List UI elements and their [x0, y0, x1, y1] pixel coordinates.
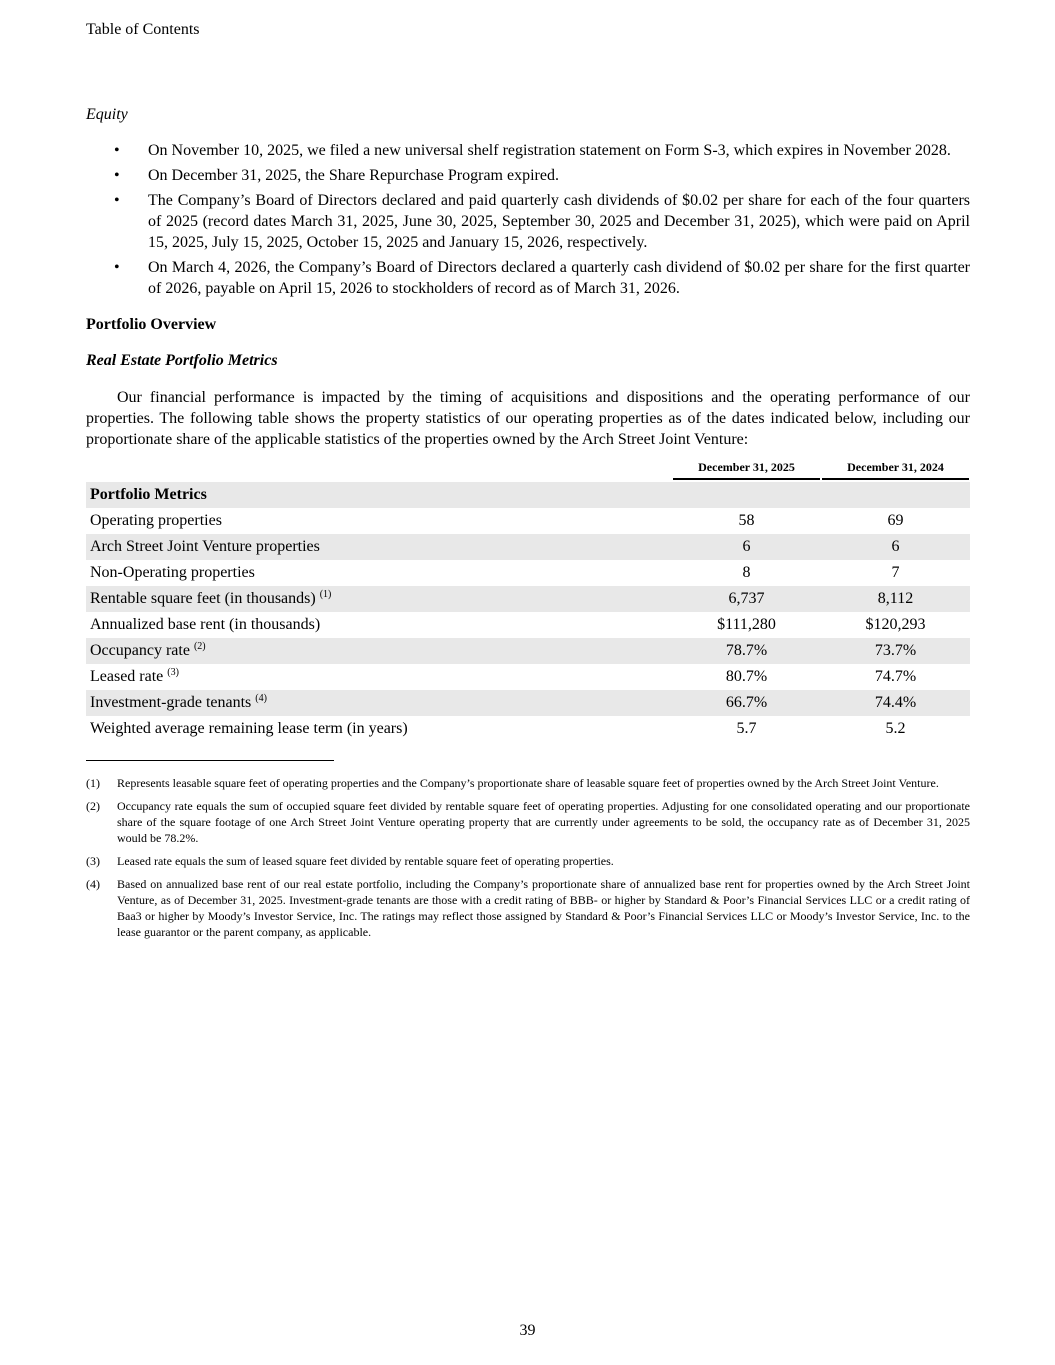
column-header-label: December 31, 2024 — [822, 460, 969, 480]
footnote-mark: (2) — [86, 799, 100, 813]
portfolio-intro-paragraph: Our financial performance is impacted by the timing of acquisitions and dispositions and the operating performance of our properties. The following table shows the property statistics of our operating properties as of the dates indicated below, including our proportionate share of the applicable statistics of the properties owned by the Arch Street Joint Venture: — [86, 389, 970, 448]
row-label — [86, 508, 672, 534]
footnote-text: Represents leasable square feet of operating properties and the Company’s proportionate share of leasable square feet of properties owned by the Arch Street Joint Venture. — [117, 776, 939, 790]
row-value: 5.2 — [885, 720, 906, 737]
row-value: 58 — [738, 512, 755, 529]
row-label — [86, 560, 672, 586]
equity-bullet-text: The Company’s Board of Directors declared and paid quarterly cash dividends of $0.02 per share for each of the four quarters of 2025 (record dates March 31, 2025, June 30, 2025, September 30, 2025 and December 31, 2025), which were paid on April 15, 2025, July 15, 2025, October 15, 2025 and January 15, 2026, respectively. — [148, 192, 970, 251]
table-of-contents-link[interactable]: Table of Contents — [86, 21, 200, 38]
footnote-text: Based on annualized base rent of our real estate portfolio, including the Company’s proportionate share of annualized base rent for properties owned by the Arch Street Joint Venture, as of December 31, 2025. Investment-grade tenants are those with a credit rating of BBB- or higher by Standard & Poor’s Financial Services LLC or a credit rating of Baa3 or higher by Moody’s Investor Service, Inc. The ratings may reflect those assigned by Standard & Poor’s Financial Services LLC or Moody’s Investor Service, Inc. to the lease guarantor or the parent company, as applicable. — [117, 877, 970, 939]
table-row — [86, 534, 970, 560]
row-value: 6 — [672, 534, 821, 560]
row-label-text: Non-Operating properties — [90, 564, 255, 581]
footnote — [86, 775, 970, 791]
table-row — [86, 586, 970, 612]
table-cell — [821, 482, 970, 508]
column-header — [821, 460, 970, 482]
footnote-divider — [86, 760, 334, 761]
footnote-reference: (2) — [193, 641, 206, 652]
footnote — [86, 876, 970, 940]
footnote-text: Occupancy rate equals the sum of occupied square feet divided by rentable square feet of operating properties. Adjusting for one consolidated operating and our proportionate share of the square footage of one Arch Street Joint Venture operating property that are currently under agreements to be sold, the occupancy rate as of December 31, 2025 would be 78.2%. — [117, 799, 970, 845]
equity-bullet-text: On November 10, 2025, we filed a new universal shelf registration statement on Form S-3, which expires in November 2028. — [148, 142, 951, 159]
row-label-text: Leased rate — [90, 668, 164, 685]
row-label-text: Arch Street Joint Venture properties — [90, 538, 320, 555]
row-label-text: Investment-grade tenants — [90, 694, 252, 711]
row-value: 66.7% — [672, 690, 821, 716]
row-label — [86, 638, 672, 664]
row-value: 74.7% — [874, 668, 917, 685]
row-label — [86, 612, 672, 638]
table-row — [86, 664, 970, 690]
table-header-blank — [86, 460, 672, 482]
bullet-icon: • — [114, 167, 120, 184]
footnote-mark: (1) — [86, 776, 100, 790]
bullet-icon: • — [114, 259, 120, 276]
row-label-text: Weighted average remaining lease term (in years) — [90, 720, 408, 737]
footnotes — [86, 775, 970, 940]
row-value: 80.7% — [725, 668, 768, 685]
footnote-text: Leased rate equals the sum of leased square feet divided by rentable square feet of operating properties. — [117, 854, 614, 868]
table-cell — [672, 482, 821, 508]
row-value: 5.7 — [736, 720, 757, 737]
row-value: 8,112 — [821, 586, 970, 612]
equity-heading: Equity — [86, 106, 128, 123]
row-value: 6 — [821, 534, 970, 560]
row-value: 74.4% — [821, 690, 970, 716]
row-value: $120,293 — [865, 616, 926, 633]
equity-bullet-text: On December 31, 2025, the Share Repurchase Program expired. — [148, 167, 559, 184]
row-value: 6,737 — [672, 586, 821, 612]
footnote-reference: (3) — [167, 667, 179, 678]
row-label — [86, 716, 672, 742]
footnote — [86, 798, 970, 846]
table-row — [86, 716, 970, 742]
table-row — [86, 612, 970, 638]
footnote-mark: (4) — [86, 877, 100, 891]
bullet-icon: • — [114, 192, 120, 209]
row-value: $111,280 — [717, 616, 776, 633]
equity-bullet — [86, 140, 970, 161]
equity-bullet — [86, 165, 970, 186]
group-title: Portfolio Metrics — [86, 482, 672, 508]
main-content — [86, 104, 970, 947]
page-number: 39 — [519, 1322, 536, 1339]
equity-bullet-list — [86, 140, 970, 299]
table-row — [86, 638, 970, 664]
column-header-label: December 31, 2025 — [673, 460, 820, 480]
table-header-row — [86, 460, 970, 482]
row-label-text: Rentable square feet (in thousands) — [90, 590, 316, 607]
footnote — [86, 853, 970, 869]
row-value: 8 — [742, 564, 751, 581]
row-label-text: Annualized base rent (in thousands) — [90, 616, 321, 633]
row-value: 69 — [887, 512, 904, 529]
row-value: 73.7% — [821, 638, 970, 664]
row-label — [86, 534, 672, 560]
row-label — [86, 586, 672, 612]
column-header — [672, 460, 821, 482]
table-row — [86, 508, 970, 534]
table-row — [86, 560, 970, 586]
portfolio-overview-heading: Portfolio Overview — [86, 316, 217, 333]
footnote-reference: (4) — [255, 693, 267, 704]
row-value: 7 — [891, 564, 900, 581]
row-label-text: Operating properties — [90, 512, 222, 529]
equity-bullet-text: On March 4, 2026, the Company’s Board of Directors declared a quarterly cash dividend of $0.02 per share for the first quarter of 2026, payable on April 15, 2026 to stockholders of record as of March 31, 2026. — [148, 259, 970, 297]
portfolio-metrics-table — [86, 460, 970, 742]
row-label — [86, 664, 672, 690]
row-value: 78.7% — [672, 638, 821, 664]
footnote-reference: (1) — [319, 589, 332, 600]
footnote-mark: (3) — [86, 854, 100, 868]
portfolio-metrics-subheading: Real Estate Portfolio Metrics — [86, 352, 278, 369]
row-label-text: Occupancy rate — [90, 642, 190, 659]
table-row — [86, 690, 970, 716]
bullet-icon: • — [114, 142, 120, 159]
equity-bullet — [86, 190, 970, 253]
row-label — [86, 690, 672, 716]
table-group-row — [86, 482, 970, 508]
equity-bullet — [86, 257, 970, 299]
